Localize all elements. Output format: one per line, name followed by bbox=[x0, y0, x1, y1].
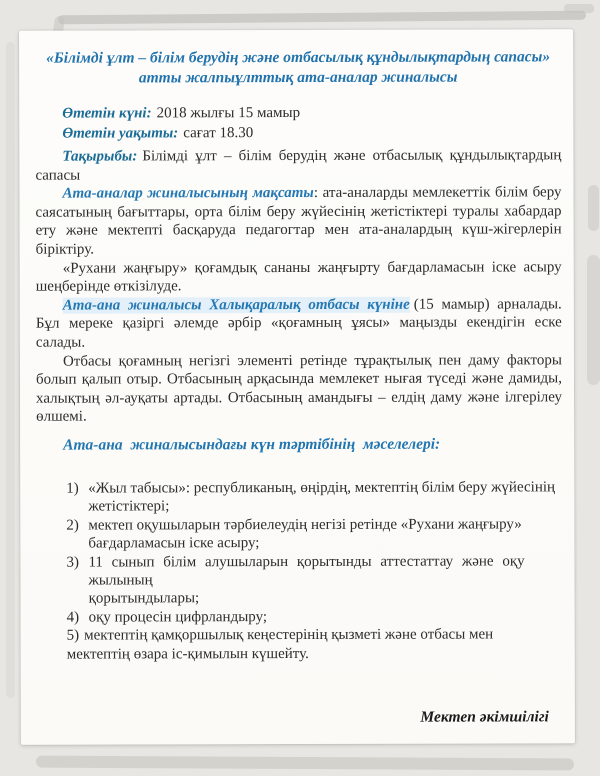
family-day-label: Ата-ана жиналысы Халықаралық отбасы күніне bbox=[62, 296, 410, 314]
agenda-item-2-number: 2) bbox=[66, 517, 79, 534]
meeting-meta bbox=[35, 102, 561, 143]
meeting-date-line bbox=[35, 102, 561, 123]
agenda-list bbox=[36, 478, 562, 663]
time-value: сағат 18.30 bbox=[183, 125, 254, 142]
agenda-item-2 bbox=[66, 515, 562, 553]
topic-label: Тақырыбы: bbox=[62, 148, 138, 165]
agenda-item-3-text: 11 сынып білім алушыларын қорытынды аттестаттау және оқу жылының қорытындылары; bbox=[88, 552, 525, 607]
scan-smudge-right-2 bbox=[587, 255, 600, 385]
scan-smudge-right-1 bbox=[588, 185, 599, 231]
family-day-paragraph bbox=[36, 295, 562, 352]
agenda-item-2-text: мектеп оқушыларын тәрбиелеудің негізі ретінде «Рухани жаңғыру» бағдарламасын іске асыру; bbox=[88, 516, 522, 552]
document-paper bbox=[19, 29, 575, 744]
topic-text: Білімді ұлт – білім берудің және отбасылық құндылықтардың сапасы bbox=[35, 147, 562, 184]
agenda-item-1-number: 1) bbox=[66, 480, 79, 497]
agenda-item-1 bbox=[66, 478, 562, 516]
purpose-label: Ата-аналар жиналысының мақсаты bbox=[62, 185, 314, 202]
purpose-paragraph bbox=[35, 183, 561, 259]
agenda-item-5 bbox=[67, 625, 563, 663]
document-title bbox=[41, 47, 555, 88]
scan-edge-bottom bbox=[36, 756, 574, 771]
agenda-item-3-number: 3) bbox=[66, 554, 79, 571]
signature: Мектеп әкімшілігі bbox=[420, 708, 549, 726]
agenda-item-3 bbox=[66, 552, 562, 609]
agenda-heading: Ата-ана жиналысындағы күн тәртібінің мәселелері: bbox=[63, 435, 441, 454]
time-label: Өтетін уақыты: bbox=[62, 125, 179, 142]
agenda-item-4-text: оқу процесін цифрландыру; bbox=[88, 608, 268, 626]
date-label: Өтетін күні: bbox=[62, 105, 152, 122]
agenda-item-4-number: 4) bbox=[66, 609, 80, 626]
scan-edge-left bbox=[6, 42, 15, 698]
family-day-text: (15 мамыр) арналады. Бұл мереке қазіргі әлемде әрбір «қоғамның ұясы» маңызды екендігін еске салады. bbox=[35, 296, 562, 351]
family-role-paragraph: Отбасы қоғамның негізгі элементі ретінде тұрақтылық пен даму факторы болып қалып отыр. Отбасының арқасында мемлекет нығая түседі және дамиды, халықтың әл-ауқаты артады. Отбасының амандығы – елдің даму және ілгерілеу өлшемі. bbox=[35, 351, 563, 425]
topic-paragraph bbox=[35, 146, 561, 185]
agenda-item-5-text: мектептің қамқоршылық кеңестерінің қызметі және отбасы мен мектептің өзара іс-қимылын күшейту. bbox=[66, 626, 494, 663]
agenda-item-5-number: 5) bbox=[66, 627, 80, 644]
agenda-item-1-text: «Жыл табысы»: республиканың, өңірдің, мектептің білім беру жүйесінің жетістіктері; bbox=[88, 479, 556, 515]
purpose-text: : ата-аналарды мемлекеттік білім беру саясатының бағыттары, орта білім беру жүйесінің жетістіктері туралы хабардар ету және мектепті басқаруда педагогтар мен ата-аналардың күш-жігерлерін біріктіру. bbox=[35, 184, 562, 258]
scan-edge-top bbox=[58, 11, 586, 25]
title-line-1: «Білімді ұлт – білім берудің және отбасылық құндылықтардың сапасы» bbox=[46, 48, 551, 67]
title-line-2: атты жалпыұлттық ата-аналар жиналысы bbox=[138, 68, 458, 87]
date-value: 2018 жылғы 15 мамыр bbox=[156, 104, 301, 122]
agenda-item-4 bbox=[67, 607, 563, 627]
ruhani-paragraph: «Рухани жаңғыру» қоғамдық сананы жаңғырту бағдарламасын іске асыру шеңберінде өткізілуде. bbox=[35, 258, 562, 295]
scan-edge-top-right bbox=[564, 4, 594, 13]
meeting-time-line bbox=[35, 122, 561, 143]
